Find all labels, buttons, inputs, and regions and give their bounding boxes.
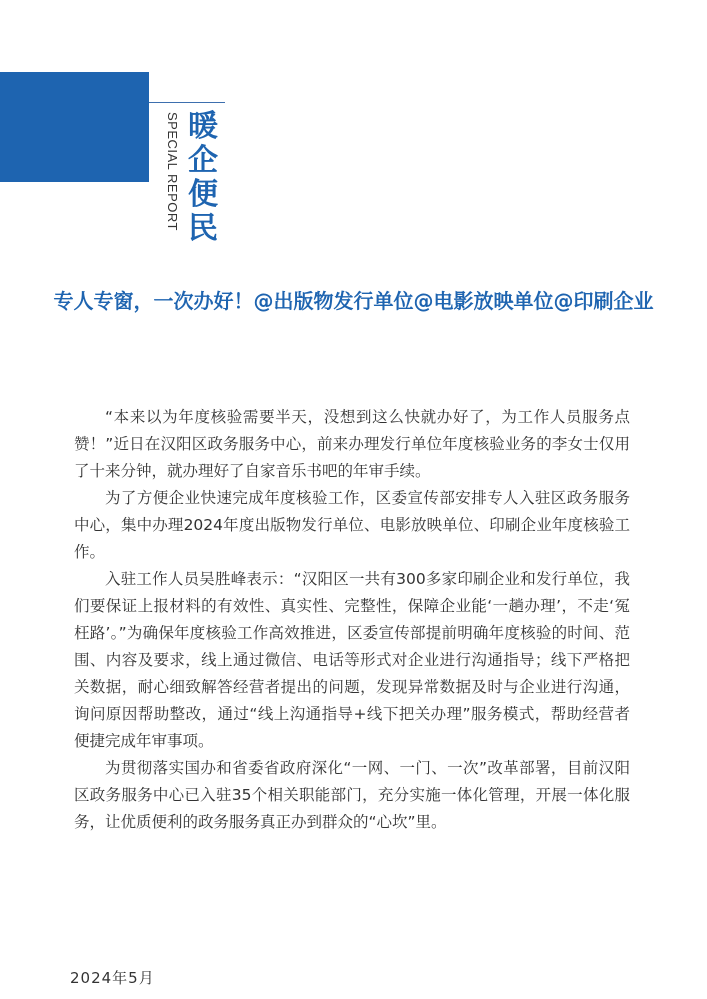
header-rule xyxy=(149,102,225,103)
paragraph: “本来以为年度核验需要半天，没想到这么快就办好了，为工作人员服务点赞！”近日在汉阳区政务服务中心，前来办理发行单位年度核验业务的李女士仅用了十来分钟，就办理好了自家音乐书吧的年审手续。 xyxy=(74,408,630,480)
section-title: 暖企便民 xyxy=(188,109,218,246)
article-body xyxy=(74,404,630,836)
header-accent-block xyxy=(0,72,149,182)
paragraph: 为了方便企业快速完成年度核验工作，区委宣传部安排专人入驻区政务服务中心，集中办理2024年度出版物发行单位、电影放映单位、印刷企业年度核验工作。 xyxy=(74,489,630,561)
publish-date: 2024年5月 xyxy=(70,969,155,987)
paragraph: 入驻工作人员吴胜峰表示：“汉阳区一共有300多家印刷企业和发行单位，我们要保证上报材料的有效性、真实性、完整性，保障企业能‘一趟办理’，不走‘冤枉路’。”为确保年度核验工作高效推进，区委宣传部提前明确年度核验的时间、范围、内容及要求，线上通过微信、电话等形式对企业进行沟通指导；线下严格把关数据，耐心细致解答经营者提出的问题，发现异常数据及时与企业进行沟通，询问原因帮助整改，通过“线上沟通指导+线下把关办理”服务模式，帮助经营者便捷完成年审事项。 xyxy=(74,570,630,750)
special-report-label: SPECIAL REPORT xyxy=(165,112,180,231)
paragraph: 为贯彻落实国办和省委省政府深化“一网、一门、一次”改革部署，目前汉阳区政务服务中心已入驻35个相关职能部门，充分实施一体化管理，开展一体化服务，让优质便利的政务服务真正办到群众的“心坎”里。 xyxy=(74,759,630,831)
article-title: 专人专窗，一次办好！@出版物发行单位@电影放映单位@印刷企业 xyxy=(53,289,654,313)
